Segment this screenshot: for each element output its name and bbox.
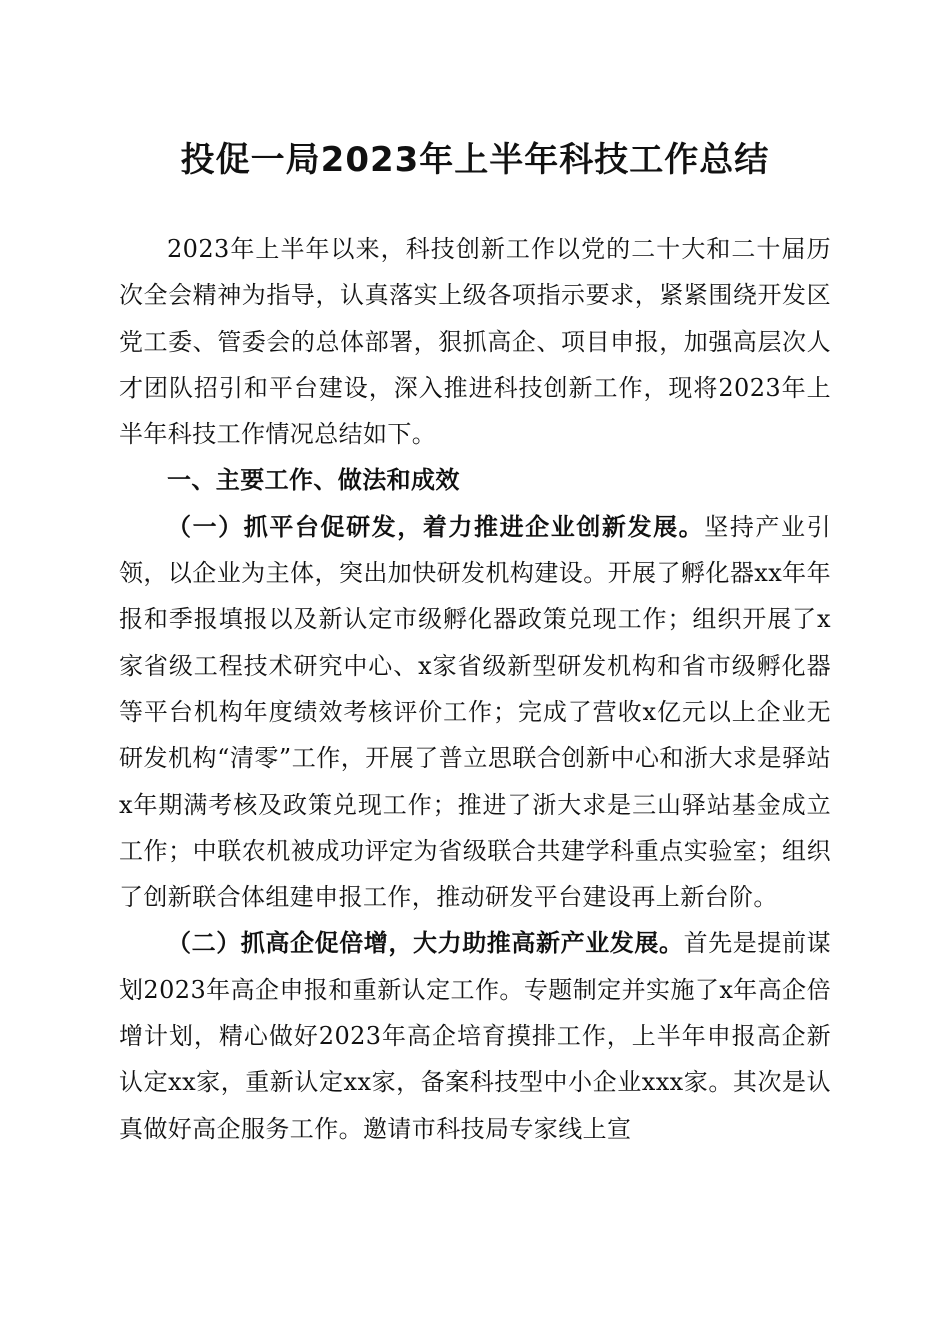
paragraph-high-tech: [119, 920, 831, 1151]
section-heading: 一、主要工作、做法和成效: [167, 466, 460, 495]
paragraph-text: 首先是提前谋划2023年高企申报和重新认定工作。专题制定并实施了x年高企倍增计划，精心做好2023年高企培育摸排工作，上半年申报高企新认定xx家，重新认定xx家，备案科技型中小企业xxx家。其次是认真做好高企服务工作。邀请市科技局专家线上宣: [119, 929, 831, 1143]
paragraph-lead: （一）抓平台促研发，着力推进企业创新发展。: [167, 511, 705, 541]
paragraph-text: 坚持产业引领，以企业为主体，突出加快研发机构建设。开展了孵化器xx年年报和季报填报以及新认定市级孵化器政策兑现工作；组织开展了x家省级工程技术研究中心、x家省级新型研发机构和省市级孵化器等平台机构年度绩效考核评价工作；完成了营收x亿元以上企业无研发机构“清零”工作，开展了普立思联合创新中心和浙大求是驿站x年期满考核及政策兑现工作；推进了浙大求是三山驿站基金成立工作；中联农机被成功评定为省级联合共建学科重点实验室；组织了创新联合体组建申报工作，推动研发平台建设再上新台阶。: [119, 512, 832, 912]
paragraph-platform: [119, 504, 831, 921]
document-title: 投促一局2023年上半年科技工作总结: [180, 140, 770, 180]
paragraph-lead: （二）抓高企促倍增，大力助推高新产业发展。: [167, 928, 684, 958]
document-body: [119, 226, 831, 1152]
intro-paragraph: 2023年上半年以来，科技创新工作以党的二十大和二十届历次全会精神为指导，认真落实上级各项指示要求，紧紧围绕开发区党工委、管委会的总体部署，狠抓高企、项目申报，加强高层次人才团队招引和平台建设，深入推进科技创新工作，现将2023年上半年科技工作情况总结如下。: [119, 235, 831, 449]
